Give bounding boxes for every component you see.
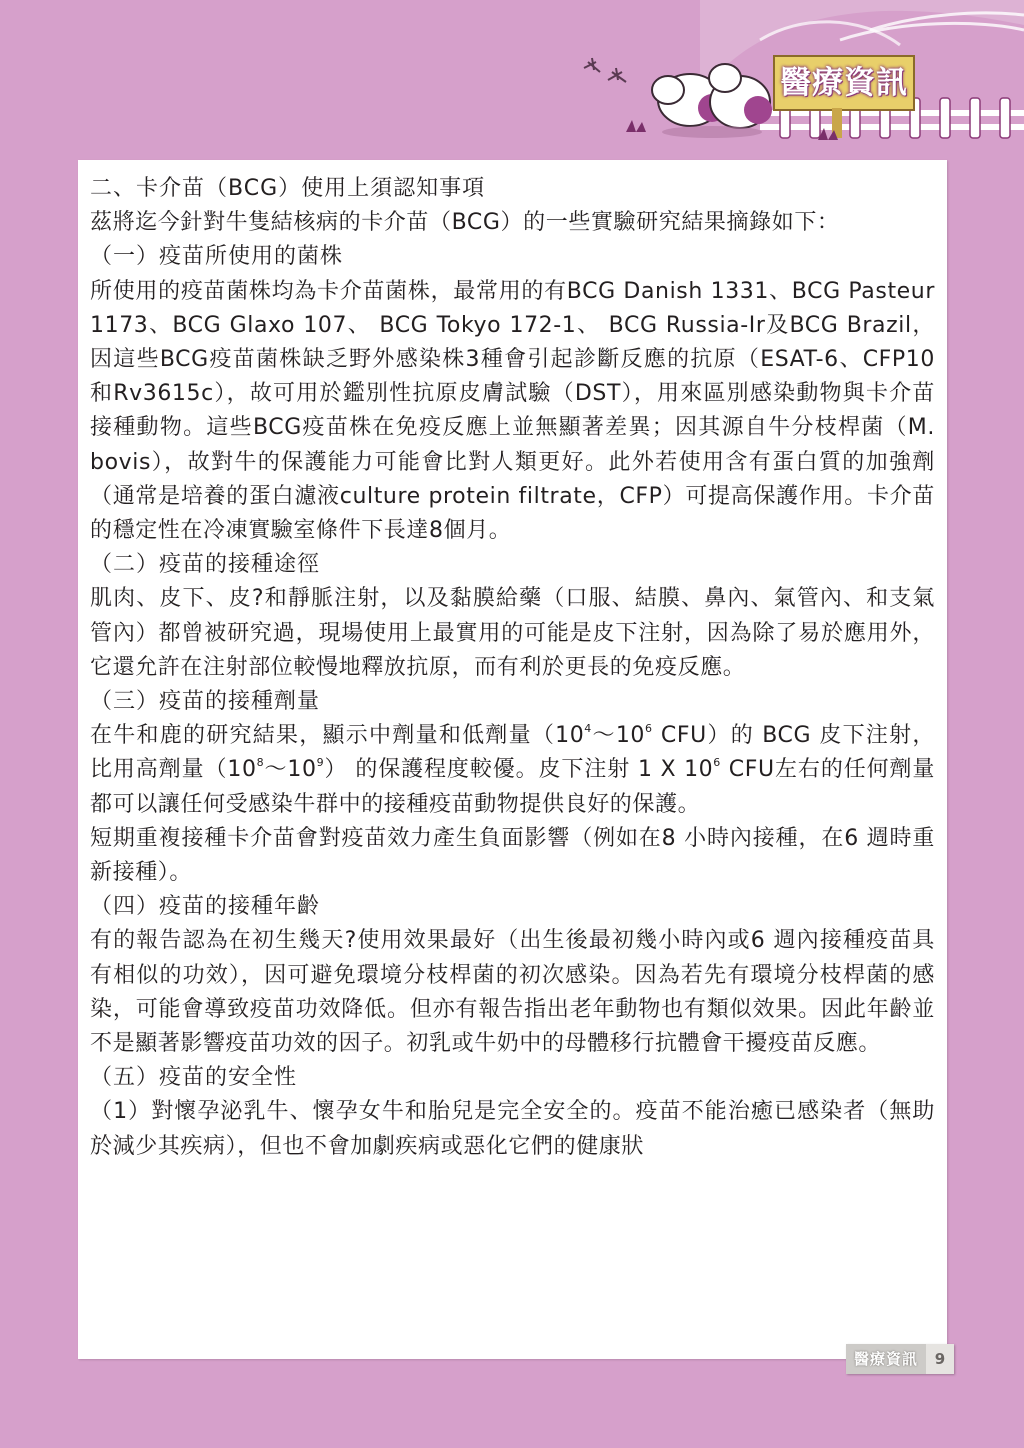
heading-strains: （一）疫苗所使用的菌株 (90, 244, 344, 270)
page-number: 9 (926, 1344, 954, 1374)
route-paragraph: 肌肉、皮下、皮?和靜脈注射，以及黏膜給藥（口服、結膜、鼻內、氣管內、和支氣管內）都曾被研究過，現場使用上最實用的可能是皮下注射，因為除了易於應用外，它還允許在注射部位較慢地釋放抗原，而有利於更長的免疫反應。 (90, 586, 935, 680)
article-body (78, 160, 947, 1359)
intro-paragraph: 茲將迄今針對牛隻結核病的卡介苗（BCG）的一些實驗研究結果摘錄如下： (90, 210, 840, 236)
heading-route: （二）疫苗的接種途徑 (90, 552, 321, 578)
heading-age: （四）疫苗的接種年齡 (90, 894, 321, 920)
dose-paragraph: 在牛和鹿的研究結果，顯示中劑量和低劑量（$10^4\sim 10^6$ CFU）的 BCG 皮下注射，比用高劑量$(10^8\sim 10^9)$ 的保護程度較優。皮下注射 1 X $10^6$ CFU左右的任何劑量都可以讓任何受感染牛群中的接種疫苗動物提供良好的保護。 (90, 722, 936, 817)
dragonfly-icon (584, 58, 626, 82)
safety-paragraph: （1）對懷孕泌乳牛、懷孕女牛和胎兒是完全安全的。疫苗不能治癒已感染者（無助於減少其疾病），但也不會加劇疾病或惡化它們的健康狀 (90, 1099, 935, 1159)
heading-safety: （五）疫苗的安全性 (90, 1065, 298, 1091)
strains-paragraph: 所使用的疫苗菌株均為卡介苗菌株，最常用的有BCG Danish 1331、BCG Pasteur 1173、BCG Glaxo 107、 BCG Tokyo 172-1、 BCG Russia-Ir及BCG Brazil，因這些BCG疫苗菌株缺乏野外感染株3種會引起診斷反應的抗原（ESAT-6、CFP10 和Rv3615c），故可用於鑑別性抗原皮膚試驗（DST），用來區別感染動物與卡介苗接種動物。這些BCG疫苗株在免疫反應上並無顯著差異；因其源自牛分枝桿菌（M. bovis），故對牛的保護能力可能會比對人類更好。此外若使用含有蛋白質的加強劑（通常是培養的蛋白濾液culture protein filtrate，CFP）可提高保護作用。卡介苗的穩定性在冷凍實驗室條件下長達8個月。 (90, 278, 935, 544)
heading-dose: （三）疫苗的接種劑量 (90, 689, 321, 715)
section-title: 醫療資訊 (780, 65, 908, 101)
cow-icon (652, 64, 772, 138)
page-footer (846, 1344, 954, 1374)
footer-section-label: 醫療資訊 (846, 1344, 926, 1374)
heading-bcg-notes: 二、卡介苗（BCG）使用上須認知事項 (90, 176, 486, 201)
age-paragraph: 有的報告認為在初生幾天?使用效果最好（出生後最初幾小時內或6 週內接種疫苗具有相似的功效），因可避免環境分枝桿菌的初次感染。因為若先有環境分枝桿菌的感染，可能會導致疫苗功效降低。但亦有報告指出老年動物也有類似效果。因此年齡並不是顯著影響疫苗功效的因子。初乳或牛奶中的母體移行抗體會干擾疫苗反應。 (90, 928, 935, 1057)
repeat-dose-paragraph: 短期重複接種卡介苗會對疫苗效力產生負面影響（例如在8 小時內接種，在6 週時重新接種）。 (90, 825, 935, 886)
